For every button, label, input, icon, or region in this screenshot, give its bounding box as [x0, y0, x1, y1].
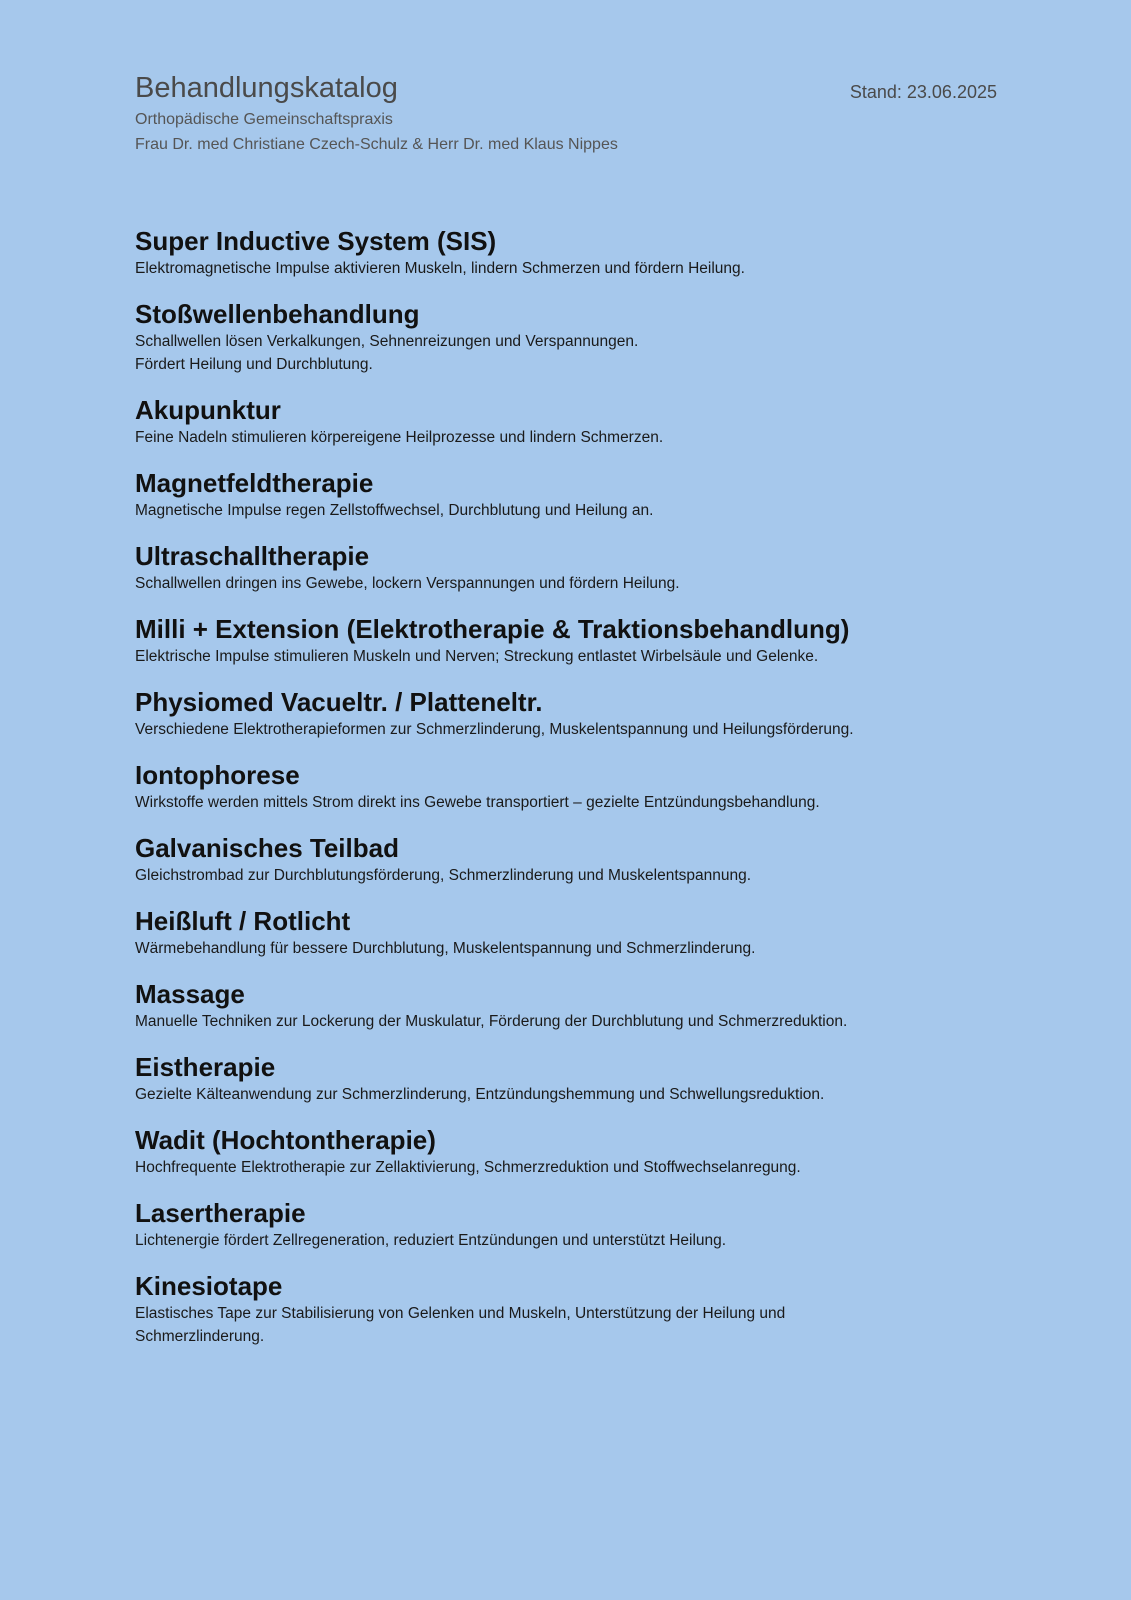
treatment-name: Ultraschalltherapie [135, 541, 370, 571]
treatment-list [135, 225, 997, 1348]
treatment-description: Elektromagnetische Impulse aktivieren Muskeln, lindern Schmerzen und fördern Heilung. [135, 260, 745, 277]
treatment-description: Elektrische Impulse stimulieren Muskeln und Nerven; Streckung entlastet Wirbelsäule und Gelenke. [135, 648, 819, 665]
treatment-item [135, 394, 997, 449]
treatment-item [135, 905, 997, 960]
treatment-description: Gezielte Kälteanwendung zur Schmerzlinderung, Entzündungshemmung und Schwellungsreduktion. [135, 1086, 825, 1103]
document-page [135, 70, 997, 1366]
treatment-description: Manuelle Techniken zur Lockerung der Muskulatur, Förderung der Durchblutung und Schmerzreduktion. [135, 1013, 848, 1030]
treatment-name: Stoßwellenbehandlung [135, 299, 420, 329]
treatment-description: Lichtenergie fördert Zellregeneration, reduziert Entzündungen und unterstützt Heilung. [135, 1232, 727, 1249]
treatment-description: Magnetische Impulse regen Zellstoffwechsel, Durchblutung und Heilung an. [135, 502, 654, 519]
treatment-item [135, 1051, 997, 1106]
treatment-name: Kinesiotape [135, 1271, 283, 1301]
treatment-name: Eistherapie [135, 1052, 276, 1082]
treatment-description: Hochfrequente Elektrotherapie zur Zellaktivierung, Schmerzreduktion und Stoffwechselanregung. [135, 1159, 801, 1176]
treatment-description: Feine Nadeln stimulieren körpereigene Heilprozesse und lindern Schmerzen. [135, 429, 664, 446]
treatment-name: Milli + Extension (Elektrotherapie & Traktionsbehandlung) [135, 614, 850, 644]
treatment-item [135, 540, 997, 595]
document-date: Stand: 23.06.2025 [849, 82, 997, 102]
treatment-item [135, 1197, 997, 1252]
treatment-description: Gleichstrombad zur Durchblutungsförderung, Schmerzlinderung und Muskelentspannung. [135, 867, 752, 884]
treatment-description: Wirkstoffe werden mittels Strom direkt ins Gewebe transportiert – gezielte Entzündungsbehandlung. [135, 794, 820, 811]
treatment-name: Lasertherapie [135, 1198, 306, 1228]
treatment-name: Akupunktur [135, 395, 281, 425]
treatment-item [135, 613, 997, 668]
treatment-item [135, 1270, 997, 1348]
doctor-names: Frau Dr. med Christiane Czech-Schulz & Herr Dr. med Klaus Nippes [135, 136, 618, 153]
treatment-item [135, 1124, 997, 1179]
treatment-description: Schallwellen dringen ins Gewebe, lockern Verspannungen und fördern Heilung. [135, 575, 680, 592]
treatment-name: Physiomed Vacueltr. / Platteneltr. [135, 687, 543, 717]
treatment-name: Iontophorese [135, 760, 300, 790]
treatment-name: Galvanisches Teilbad [135, 833, 399, 863]
treatment-name: Heißluft / Rotlicht [135, 906, 351, 936]
treatment-item [135, 467, 997, 522]
treatment-item [135, 832, 997, 887]
treatment-name: Super Inductive System (SIS) [135, 226, 497, 256]
treatment-item [135, 759, 997, 814]
practice-name: Orthopädische Gemeinschaftspraxis [135, 111, 393, 128]
document-header [135, 70, 997, 180]
treatment-description: Elastisches Tape zur Stabilisierung von Gelenken und Muskeln, Unterstützung der Heilung und Schmerzlinderung. [135, 1305, 786, 1345]
treatment-item [135, 686, 997, 741]
treatment-name: Wadit (Hochtontherapie) [135, 1125, 436, 1155]
document-title: Behandlungskatalog [135, 72, 398, 104]
treatment-description: Schallwellen lösen Verkalkungen, Sehnenreizungen und Verspannungen. Fördert Heilung und Durchblutung. [135, 333, 639, 373]
treatment-item [135, 298, 997, 376]
treatment-name: Magnetfeldtherapie [135, 468, 374, 498]
treatment-description: Wärmebehandlung für bessere Durchblutung, Muskelentspannung und Schmerzlinderung. [135, 940, 756, 957]
treatment-name: Massage [135, 979, 245, 1009]
treatment-item [135, 978, 997, 1033]
treatment-description: Verschiedene Elektrotherapieformen zur Schmerzlinderung, Muskelentspannung und Heilungsförderung. [135, 721, 854, 738]
treatment-item [135, 225, 997, 280]
